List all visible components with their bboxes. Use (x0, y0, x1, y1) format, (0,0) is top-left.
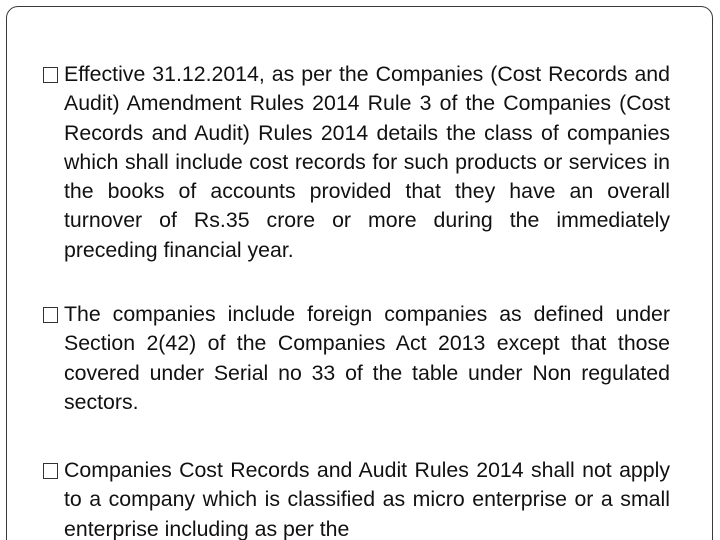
bullet-item-2 (44, 300, 670, 417)
bullet-text-1: Effective 31.12.2014, as per the Companies (Cost Records and Audit) Amendment Rules 2014 Rule 3 of the Companies (Cost Records and Audit) Rules 2014 details the class of companies which shall include cost records for such products or services in the books of accounts provided that they have an overall turnover of Rs.35 crore or more during the immediately preceding financial year. (64, 62, 670, 262)
bullet-text-2: The companies include foreign companies as defined under Section 2(42) of the Companies Act 2013 except that those covered under Serial no 33 of the table under Non regulated sectors. (64, 302, 670, 414)
bullet-item-3 (44, 456, 670, 540)
square-bullet-icon (43, 463, 58, 479)
square-bullet-icon (43, 307, 58, 323)
bullet-text-3: Companies Cost Records and Audit Rules 2014 shall not apply to a company which is classified as micro enterprise or a small enterprise including as per the (64, 458, 670, 540)
bullet-item-1 (44, 60, 670, 265)
square-bullet-icon (43, 67, 58, 83)
